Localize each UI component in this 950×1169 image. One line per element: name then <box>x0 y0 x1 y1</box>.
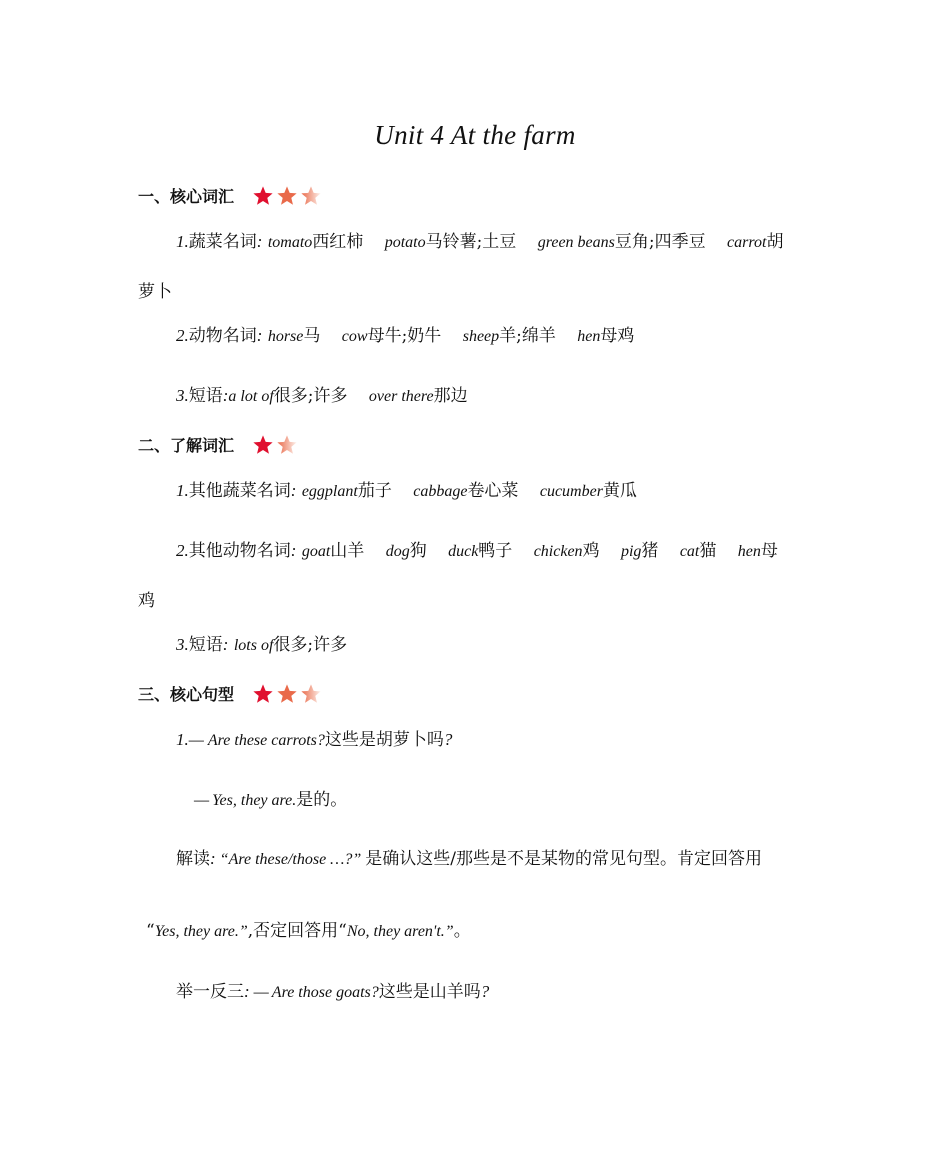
star-rating <box>252 185 324 207</box>
vocab-line-phrases: 3.短语:a lot of很多;许多 over there那边 <box>176 386 468 406</box>
vocab-line-other-vegetables: 1.其他蔬菜名词: eggplant茄子 cabbage卷心菜 cucumber黄瓜 <box>176 481 637 501</box>
section-heading-core-vocab: 一、核心词汇 <box>138 184 324 207</box>
vocab-line-vegetables: 1.蔬菜名词: tomato西红柿 potato马铃薯;土豆 green beans豆角;四季豆 carrot胡 <box>176 232 784 252</box>
star-rating <box>252 434 300 456</box>
page-title: Unit 4 At the farm <box>374 120 576 150</box>
vocab-line-wrap: 萝卜 <box>138 282 172 302</box>
vocab-line-animals: 2.动物名词: horse马 cow母牛;奶牛 sheep羊;绵羊 hen母鸡 <box>176 326 635 346</box>
explanation-line-2: “Yes, they are.”,否定回答用“No, they aren't.”。 <box>146 921 471 941</box>
sentence-answer: — Yes, they are.是的。 <box>194 790 348 810</box>
example-line: 举一反三: — Are those goats?这些是山羊吗? <box>176 982 490 1002</box>
star-icon <box>276 434 298 456</box>
star-icon <box>252 683 274 705</box>
vocab-line-other-phrases: 3.短语: lots of很多;许多 <box>176 635 348 655</box>
star-icon <box>300 683 322 705</box>
star-icon <box>252 434 274 456</box>
star-icon <box>276 185 298 207</box>
star-icon <box>300 185 322 207</box>
vocab-line-other-animals: 2.其他动物名词: goat山羊 dog狗 duck鸭子 chicken鸡 pig猪 cat猫 hen母 <box>176 541 778 561</box>
section-heading-core-sentences: 三、核心句型 <box>138 682 324 705</box>
star-rating <box>252 683 324 705</box>
star-icon <box>252 185 274 207</box>
sentence-question: 1.— Are these carrots?这些是胡萝卜吗? <box>176 730 453 750</box>
explanation-line-1: 解读: “Are these/those …?” 是确认这些/那些是不是某物的常见句型。肯定回答用 <box>176 849 763 869</box>
star-icon <box>276 683 298 705</box>
vocab-line-wrap: 鸡 <box>138 591 155 611</box>
section-heading-extra-vocab: 二、了解词汇 <box>138 433 300 456</box>
